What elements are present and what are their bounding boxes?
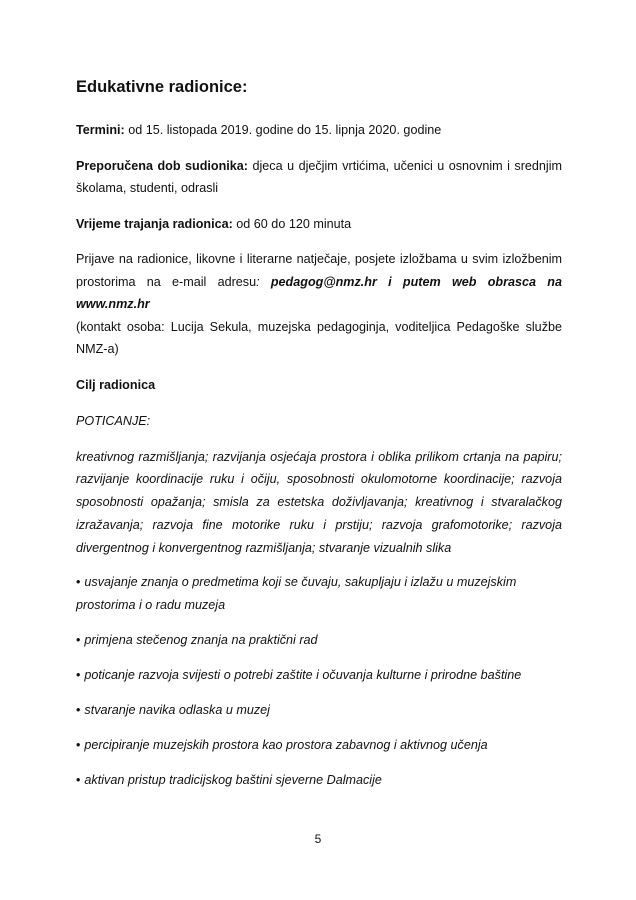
bullet-icon: • [76,772,81,787]
trajanje-value: od 60 do 120 minuta [232,216,352,231]
goal-item [76,629,562,652]
goal-text: percipiranje muzejskih prostora kao prostora zabavnog i aktivnog učenja [84,737,488,752]
dob-paragraph [76,155,562,200]
bullet-icon: • [76,702,81,717]
termini-value: od 15. listopada 2019. godine do 15. lipnja 2020. godine [124,123,442,137]
prijave-email-link[interactable]: pedagog@nmz.hr i putem web obrasca na www.nmz.hr [76,274,562,311]
bullet-icon: • [76,737,81,752]
goal-text: usvajanje znanja o predmetima koji se čuvaju, sakupljaju i izlažu u muzejskim prostorima i o radu muzeja [76,575,517,612]
dob-value: djeca u dječjim vrtićima, učenici u osnovnim i srednjim školama, studenti, odrasli [76,158,562,195]
termini-paragraph [76,119,562,142]
bullet-icon: • [76,632,81,647]
goal-text: aktivan pristup tradicijskog baštini sjeverne Dalmacije [84,772,382,787]
poticanje-text: kreativnog razmišljanja; razvijanja osjećaja prostora i oblika prilikom crtanja na papiru; razvijanje koordinacije ruku i očiju, sposobnosti okulomotorne koordinacije; razvoja sposobnosti opažanja; smisla za estetska doživljavanja; kreativnog i stvaralačkog izražavanja; razvoja fine motorike ruku i prstiju; razvoja grafomotorike; razvoja divergentnog i konvergentnog razmišljanja; stvaranje vizualnih slika [76,449,562,555]
dob-label: Preporučena dob sudionika: [76,158,249,173]
goals-list [76,571,562,791]
cilj-heading: Cilj radionica [76,377,156,392]
termini-label: Termini: [76,123,125,137]
goal-text: stvaranje navika odlaska u muzej [84,702,270,717]
trajanje-label: Vrijeme trajanja radionica: [76,216,233,231]
bullet-icon: • [76,667,81,682]
bullet-icon: • [76,575,81,590]
goal-item [76,571,562,616]
goal-item [76,769,562,792]
poticanje-heading: POTICANJE: [76,413,151,428]
goal-text: primjena stečenog znanja na praktični rad [84,632,318,647]
prijave-text: Prijave na radionice, likovne i literarne natječaje, posjete izložbama u svim izložbenim prostorima na e-mail adresu [76,252,562,289]
page-content [76,77,562,804]
goal-item [76,664,562,687]
trajanje-paragraph [76,213,562,236]
goal-text: poticanje razvoja svijesti o potrebi zaštite i očuvanja kulturne i prirodne baštine [84,667,522,682]
page-title: Edukativne radionice: [76,78,248,96]
page-number: 5 [314,832,322,846]
prijave-colon: : [256,274,271,289]
prijave-paragraph [76,248,562,361]
goal-item [76,699,562,722]
prijave-contact: (kontakt osoba: Lucija Sekula, muzejska pedagoginja, voditeljica Pedagoške službe NMZ-a) [76,319,562,356]
goal-item [76,734,562,757]
